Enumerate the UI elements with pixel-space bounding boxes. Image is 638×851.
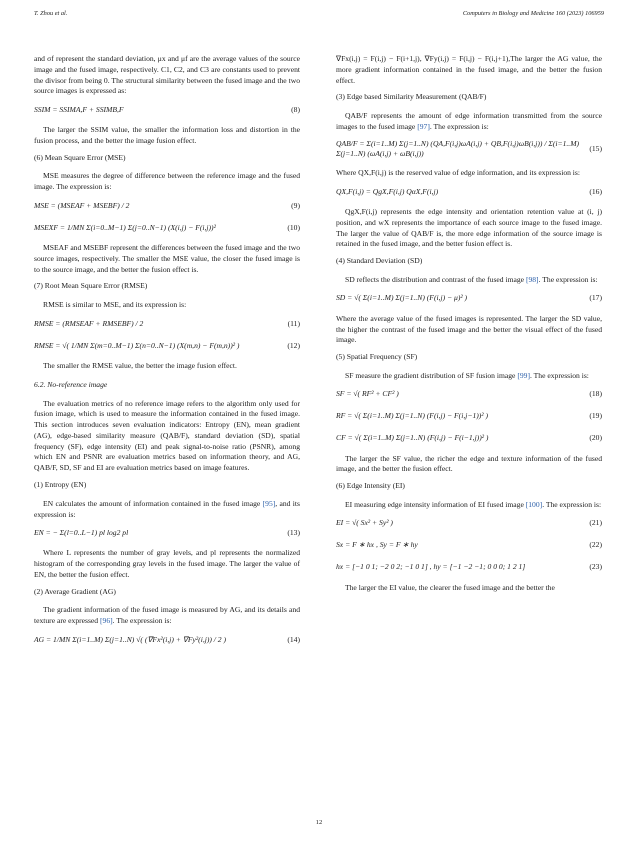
citation-link[interactable]: [100] bbox=[525, 499, 543, 509]
section-heading: (3) Edge based Similarity Measurement (QAB/F) bbox=[336, 92, 487, 102]
citation-link[interactable]: [97] bbox=[417, 121, 430, 131]
paragraph: EN calculates the amount of information contained in the fused image [95], and its expression is: bbox=[34, 498, 300, 519]
paragraph: Where QX,F(i,j) is the reserved value of edge information, and its expression is: bbox=[336, 168, 580, 178]
subsection-heading: 6.2. No-reference image bbox=[34, 379, 108, 389]
equation-16: QX,F(i,j) = QgX,F(i,j) QαX,F(i,j) (16) bbox=[336, 186, 602, 196]
running-header-journal: Computers in Biology and Medicine 160 (2023) 106959 bbox=[462, 10, 604, 17]
paragraph: SD reflects the distribution and contrast of the fused image [98]. The expression is: bbox=[345, 274, 598, 284]
paragraph: ∇Fx(i,j) = F(i,j) − F(i+1,j), ∇Fy(i,j) = F(i,j) − F(i,j+1),The larger the AG value, the more gradient information contained in the fused image, and the better the fusion effect. bbox=[336, 54, 602, 85]
equation-18: SF = √( RF² + CF² ) (18) bbox=[336, 389, 602, 399]
citation-link[interactable]: [96] bbox=[100, 616, 113, 626]
paragraph: MSEAF and MSEBF represent the differences between the fused image and the two source images, respectively. The smaller the MSE value, the closer the fused image is to the source image, and the better the fusion effect is. bbox=[34, 243, 300, 274]
paragraph: The smaller the RMSE value, the better the image fusion effect. bbox=[43, 360, 237, 370]
section-heading: (5) Spatial Frequency (SF) bbox=[336, 352, 418, 362]
paragraph: EI measuring edge intensity information of EI fused image [100]. The expression is: bbox=[345, 499, 602, 509]
equation-11: RMSE = (RMSEAF + RMSEBF) / 2 (11) bbox=[34, 318, 300, 328]
paragraph: The gradient information of the fused image is measured by AG, and its details and texture are expressed [96]. The expression is: bbox=[34, 605, 300, 626]
page-number: 12 bbox=[315, 818, 323, 826]
equation-12: RMSE = √( 1/MN Σ(m=0..M−1) Σ(n=0..N−1) (X(m,n) − F(m,n))² ) (12) bbox=[34, 340, 300, 350]
paragraph: Where L represents the number of gray levels, and pl represents the normalized histogram of the corresponding gray levels in the fused image. The larger the value of EN, the better the fusion effect. bbox=[34, 548, 300, 579]
section-heading: (4) Standard Deviation (SD) bbox=[336, 256, 423, 266]
section-heading: (1) Entropy (EN) bbox=[34, 479, 87, 489]
paragraph: Where the average value of the fused images is represented. The larger the SD value, the higher the contrast of the fused image and the better the visual effect of the fused image. bbox=[336, 313, 602, 345]
paragraph: RMSE is similar to MSE, and its expression is: bbox=[43, 300, 187, 310]
equation-9: MSE = (MSEAF + MSEBF) / 2 (9) bbox=[34, 200, 300, 210]
section-heading: (6) Mean Square Error (MSE) bbox=[34, 152, 126, 162]
equation-14: AG = 1/MN Σ(i=1..M) Σ(j=1..N) √( (∇Fx²(i,j) + ∇Fy²(i,j)) / 2 ) (14) bbox=[34, 634, 300, 644]
paragraph: The larger the EI value, the clearer the fused image and the better the bbox=[345, 582, 555, 592]
paragraph: The larger the SSIM value, the smaller the information loss and distortion in the fusion process, and the better the image fusion effect. bbox=[34, 125, 300, 145]
paragraph: The evaluation metrics of no reference image refers to the algorithm only used for fusion image, which is used to measure the information contained in the fused image. This section introduces seven evaluation indicators: Entropy (EN), mean gradient (AG), edge-based similarity measure (QAB/F), standard deviation (SD), spatial frequency (SF), edge intensity (EI) and peak signal-to-noise ratio (PSNR), among which EN and PSNR are evaluation metrics based on information theory, and AG, QAB/F, SD, SF and EI are evaluation metrics based on image features. bbox=[34, 398, 300, 473]
paragraph: The larger the SF value, the richer the edge and texture information of the fused image, and the better the fusion effect. bbox=[336, 453, 602, 474]
citation-link[interactable]: [98] bbox=[525, 274, 539, 284]
equation-23: hx = [−1 0 1; −2 0 2; −1 0 1] , hy = [−1 −2 −1; 0 0 0; 1 2 1] (23) bbox=[336, 562, 602, 572]
equation-13: EN = − Σ(l=0..L−1) pl log2 pl (13) bbox=[34, 527, 300, 537]
section-heading: (6) Edge Intensity (EI) bbox=[336, 481, 405, 491]
equation-19: RF = √( Σ(i=1..M) Σ(j=1..N) (F(i,j) − F(i,j−1))² ) (19) bbox=[336, 411, 602, 421]
equation-22: Sx = F ∗ hx , Sy = F ∗ hy (22) bbox=[336, 540, 602, 550]
section-heading: (2) Average Gradient (AG) bbox=[34, 586, 116, 596]
running-header-authors: T. Zhou et al. bbox=[34, 10, 68, 17]
paragraph: SF measure the gradient distribution of SF fusion image [99]. The expression is: bbox=[345, 370, 589, 380]
equation-8: SSIM = SSIMA,F + SSIMB,F (8) bbox=[34, 104, 300, 114]
equation-10: MSEXF = 1/MN Σ(i=0..M−1) Σ(j=0..N−1) (X(i,j) − F(i,j))² (10) bbox=[34, 222, 300, 232]
paragraph: and σf represent the standard deviation, μx and μf are the average values of the source image and the fused image, respectively. C1, C2, and C3 are constants used to prevent the divisor from being 0. The structural similarity between the fused image and the two source images is expressed as: bbox=[34, 54, 300, 96]
citation-link[interactable]: [99] bbox=[517, 370, 530, 380]
paragraph: MSE measures the degree of difference between the reference image and the fused image. The expression is: bbox=[34, 171, 300, 192]
right-column bbox=[336, 54, 602, 599]
paragraph: QAB/F represents the amount of edge information transmitted from the source images to the fused image [97]. The expression is: bbox=[336, 111, 602, 131]
equation-21: EI = √( Sx² + Sy² ) (21) bbox=[336, 518, 602, 528]
citation-link[interactable]: [95] bbox=[262, 498, 276, 508]
equation-20: CF = √( Σ(i=1..M) Σ(j=1..N) (F(i,j) − F(i−1,j))² ) (20) bbox=[336, 433, 602, 443]
equation-17: SD = √( Σ(i=1..M) Σ(j=1..N) (F(i,j) − μ)² ) (17) bbox=[336, 293, 602, 303]
equation-15: QAB/F = Σ(i=1..M) Σ(j=1..N) (QA,F(i,j)ωA(i,j) + QB,F(i,j)ωB(i,j)) / Σ(i=1..M) Σ(j=1..N) (ωA(i,j) + ωB(i,j)) (15) bbox=[336, 138, 602, 159]
section-heading: (7) Root Mean Square Error (RMSE) bbox=[34, 281, 148, 291]
left-column bbox=[34, 54, 300, 655]
paragraph: QgX,F(i,j) represents the edge intensity and orientation retention value at (i, j) position, and wX represents the importance of each source image to the fused image. The larger the value of QAB/F is, the more edge information of the source image is retained in the fused image, and the better fusion effect is. bbox=[336, 207, 602, 249]
